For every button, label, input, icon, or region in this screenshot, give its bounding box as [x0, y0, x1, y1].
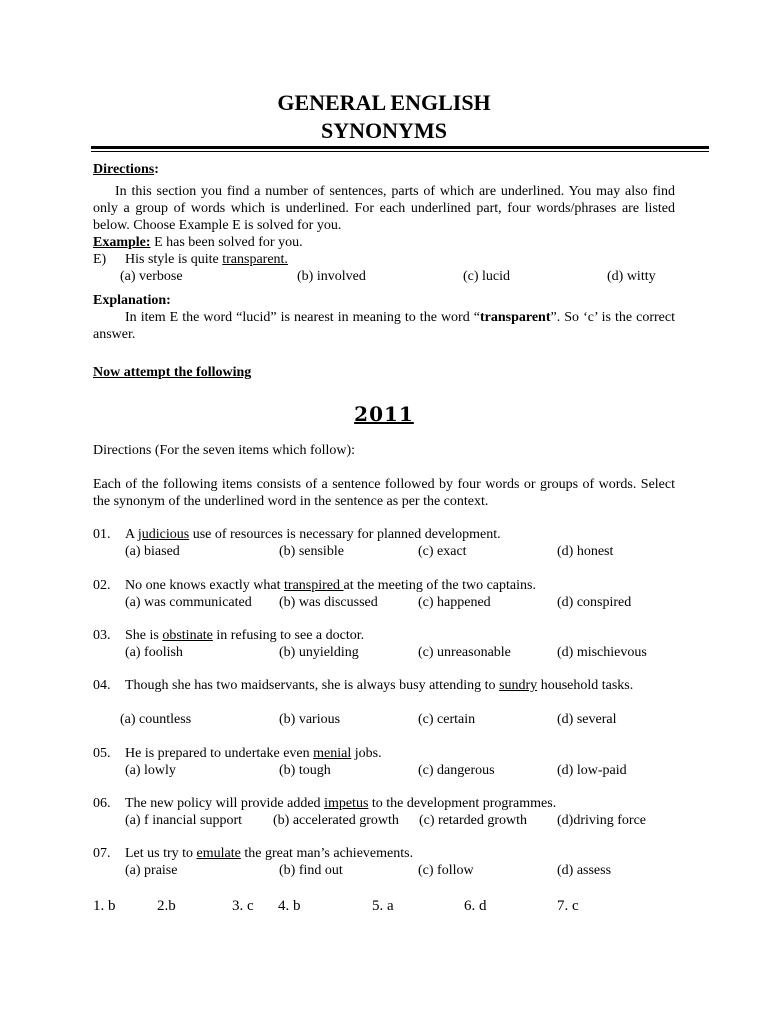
answer-key-item: 2.b — [157, 898, 176, 914]
question-text: No one knows exactly what transpired at the meeting of the two captains. — [125, 578, 536, 593]
directions-heading: Directions: — [93, 162, 159, 177]
option-a: (a) f inancial support — [125, 813, 243, 828]
section-directions: Directions (For the seven items which follow): — [93, 443, 356, 458]
option-a: (a) countless — [120, 712, 192, 727]
question-text: A judicious use of resources is necessary for planned development. — [125, 527, 501, 542]
answer-key-item: 4. b — [278, 898, 301, 914]
question-number: 04. — [93, 678, 111, 693]
now-attempt-heading: Now attempt the following — [93, 365, 252, 380]
option-d: (d) conspired — [557, 595, 632, 610]
option-b: (b) accelerated growth — [273, 813, 399, 828]
page-title: GENERAL ENGLISH — [277, 90, 491, 115]
option-a: (a) praise — [125, 863, 178, 878]
answer-key-item: 3. c — [232, 898, 254, 914]
option-a: (a) foolish — [125, 645, 183, 660]
option-b: (b) find out — [279, 863, 343, 878]
answer-key-item: 6. d — [464, 898, 487, 914]
explanation-paragraph: In item E the word “lucid” is nearest in meaning to the word “transparent”. So ‘c’ is the correct answer. — [93, 310, 675, 342]
directions-paragraph: In this section you find a number of sentences, parts of which are underlined. You may also find only a group of words which is underlined. For each underlined part, four words/phrases are listed below. Choose Example E is solved for you. — [93, 184, 675, 233]
option-c: (c) happened — [418, 595, 491, 610]
example-sentence: His style is quite transparent. — [125, 252, 288, 267]
title-rule-thick — [91, 146, 709, 149]
option-c: (c) dangerous — [418, 763, 495, 778]
question-number: 01. — [93, 527, 111, 542]
option-d: (d) several — [557, 712, 617, 727]
option-b: (b) unyielding — [279, 645, 359, 660]
example-option-d: (d) witty — [607, 269, 656, 284]
question-number: 05. — [93, 746, 111, 761]
question-text: He is prepared to undertake even menial jobs. — [125, 746, 382, 761]
section-instructions: Each of the following items consists of a sentence followed by four words or groups of words. Select the synonym of the underlined word in the sentence as per the context. — [93, 477, 675, 509]
year-heading: 2011 — [354, 402, 414, 426]
question-text: Let us try to emulate the great man’s achievements. — [125, 846, 414, 861]
option-b: (b) tough — [279, 763, 331, 778]
question-number: 02. — [93, 578, 111, 593]
question-text: Though she has two maidservants, she is always busy attending to sundry household tasks. — [125, 678, 634, 693]
option-c: (c) retarded growth — [419, 813, 528, 828]
option-d: (d)driving force — [557, 813, 647, 828]
example-line: Example: E has been solved for you. — [93, 235, 303, 250]
option-c: (c) unreasonable — [418, 645, 511, 660]
question-text: She is obstinate in refusing to see a doctor. — [125, 628, 365, 643]
option-d: (d) low-paid — [557, 763, 627, 778]
option-d: (d) assess — [557, 863, 612, 878]
option-b: (b) sensible — [279, 544, 344, 559]
example-marker: E) — [93, 252, 107, 267]
option-d: (d) mischievous — [557, 645, 647, 660]
question-text: The new policy will provide added impetus to the development programmes. — [125, 796, 557, 811]
option-d: (d) honest — [557, 544, 614, 559]
question-number: 07. — [93, 846, 111, 861]
option-c: (c) follow — [418, 863, 474, 878]
answer-key-item: 7. c — [557, 898, 579, 914]
option-b: (b) various — [279, 712, 341, 727]
option-a: (a) biased — [125, 544, 180, 559]
answer-key-item: 5. a — [372, 898, 394, 914]
option-a: (a) lowly — [125, 763, 176, 778]
example-option-a: (a) verbose — [120, 269, 183, 284]
question-number: 03. — [93, 628, 111, 643]
example-option-c: (c) lucid — [463, 269, 511, 284]
example-option-b: (b) involved — [297, 269, 366, 284]
question-number: 06. — [93, 796, 111, 811]
option-c: (c) certain — [418, 712, 476, 727]
answer-key-item: 1. b — [93, 898, 116, 914]
option-c: (c) exact — [418, 544, 467, 559]
option-a: (a) was communicated — [125, 595, 252, 610]
title-rule-thin — [91, 151, 709, 152]
page-subtitle: SYNONYMS — [321, 118, 447, 143]
explanation-heading: Explanation: — [93, 293, 171, 308]
option-b: (b) was discussed — [279, 595, 378, 610]
